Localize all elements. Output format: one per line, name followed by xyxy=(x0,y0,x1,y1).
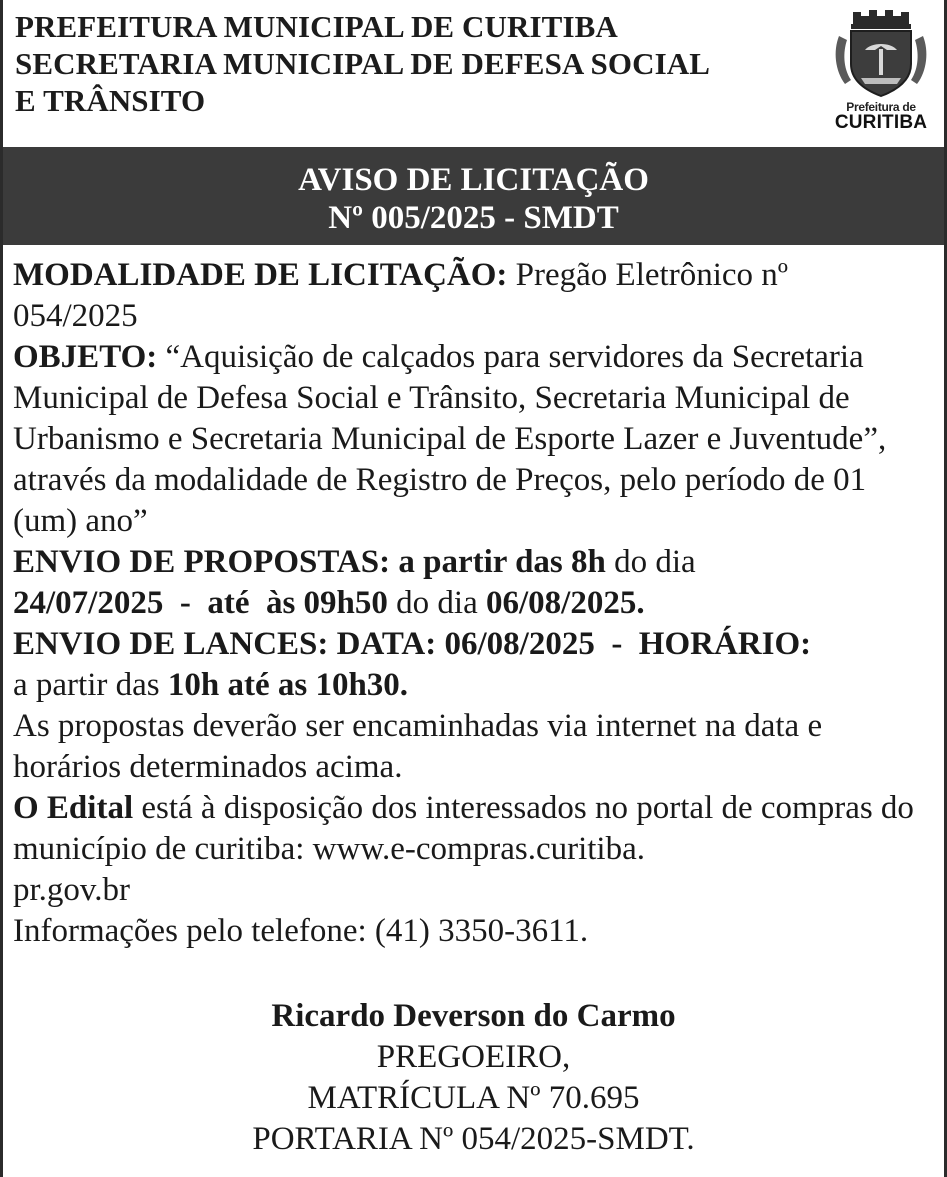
header-title xyxy=(15,8,815,119)
city-logo xyxy=(831,6,931,141)
signer-matricula: MATRÍCULA Nº 70.695 xyxy=(307,1080,640,1116)
envio-lances-prefix: a partir das xyxy=(13,667,168,703)
edital-paragraph xyxy=(13,788,932,911)
envio-propostas-dates: 24/07/2025 - até às 09h50 xyxy=(13,585,388,621)
header-line-2: SECRETARIA MUNICIPAL DE DEFESA SOCIAL xyxy=(15,46,711,81)
edital-text: está à disposição dos interessados no portal de compras do município de curitiba: www.e-compras.curitiba. xyxy=(13,790,914,867)
header xyxy=(3,0,944,147)
edital-url-end: pr.gov.br xyxy=(13,872,131,908)
notice-body xyxy=(3,245,944,952)
signer-portaria: PORTARIA Nº 054/2025-SMDT. xyxy=(252,1121,695,1157)
logo-bottom-text: CURITIBA xyxy=(834,112,928,133)
modalidade-label: MODALIDADE DE LICITAÇÃO: xyxy=(13,257,508,293)
logo-top-text: Prefeitura de xyxy=(846,100,916,114)
notice-banner xyxy=(3,147,944,245)
envio-propostas-end-date: 06/08/2025. xyxy=(486,585,645,621)
objeto-paragraph xyxy=(13,337,932,542)
banner-number: Nº 005/2025 - SMDT xyxy=(328,200,619,236)
curitiba-coat-of-arms-icon xyxy=(831,6,931,98)
signature-block xyxy=(3,996,944,1160)
envio-lances-paragraph xyxy=(13,624,932,706)
header-line-1: PREFEITURA MUNICIPAL DE CURITIBA xyxy=(15,9,618,44)
modalidade-number: 054/2025 xyxy=(13,298,138,334)
envio-propostas-from: a partir das 8h xyxy=(390,544,606,580)
envio-lances-time: 10h até as 10h30. xyxy=(167,667,409,703)
objeto-text: “Aquisição de calçados para servidores da Secretaria Municipal de Defesa Social e Trânsito, Secretaria Municipal de Urbanismo e Secretaria Municipal de Esporte Lazer e Juventude”, através da modalidade de Registro de Preços, pelo período de 01 (um) ano” xyxy=(13,339,887,539)
signer-role: PREGOEIRO, xyxy=(376,1039,571,1075)
signer-name-text: Ricardo Deverson do Carmo xyxy=(271,998,676,1034)
envio-propostas-paragraph xyxy=(13,542,932,624)
signer-name xyxy=(3,996,944,1037)
modalidade-paragraph xyxy=(13,255,932,337)
edital-label: O Edital xyxy=(13,790,134,826)
envio-propostas-do-dia: do dia xyxy=(605,544,696,580)
banner-title: AVISO DE LICITAÇÃO xyxy=(298,162,649,198)
info-phone: Informações pelo telefone: (41) 3350-3611. xyxy=(13,913,589,949)
envio-propostas-do-dia-2: do dia xyxy=(387,585,486,621)
envio-lances-label: ENVIO DE LANCES: DATA: 06/08/2025 - HORÁRIO: xyxy=(13,626,812,662)
header-line-3: E TRÂNSITO xyxy=(15,83,206,118)
envio-propostas-label: ENVIO DE PROPOSTAS: xyxy=(13,544,391,580)
modalidade-text: Pregão Eletrônico nº xyxy=(507,257,788,293)
objeto-label: OBJETO: xyxy=(13,339,158,375)
propostas-note: As propostas deverão ser encaminhadas via internet na data e horários determinados acima. xyxy=(13,708,823,785)
